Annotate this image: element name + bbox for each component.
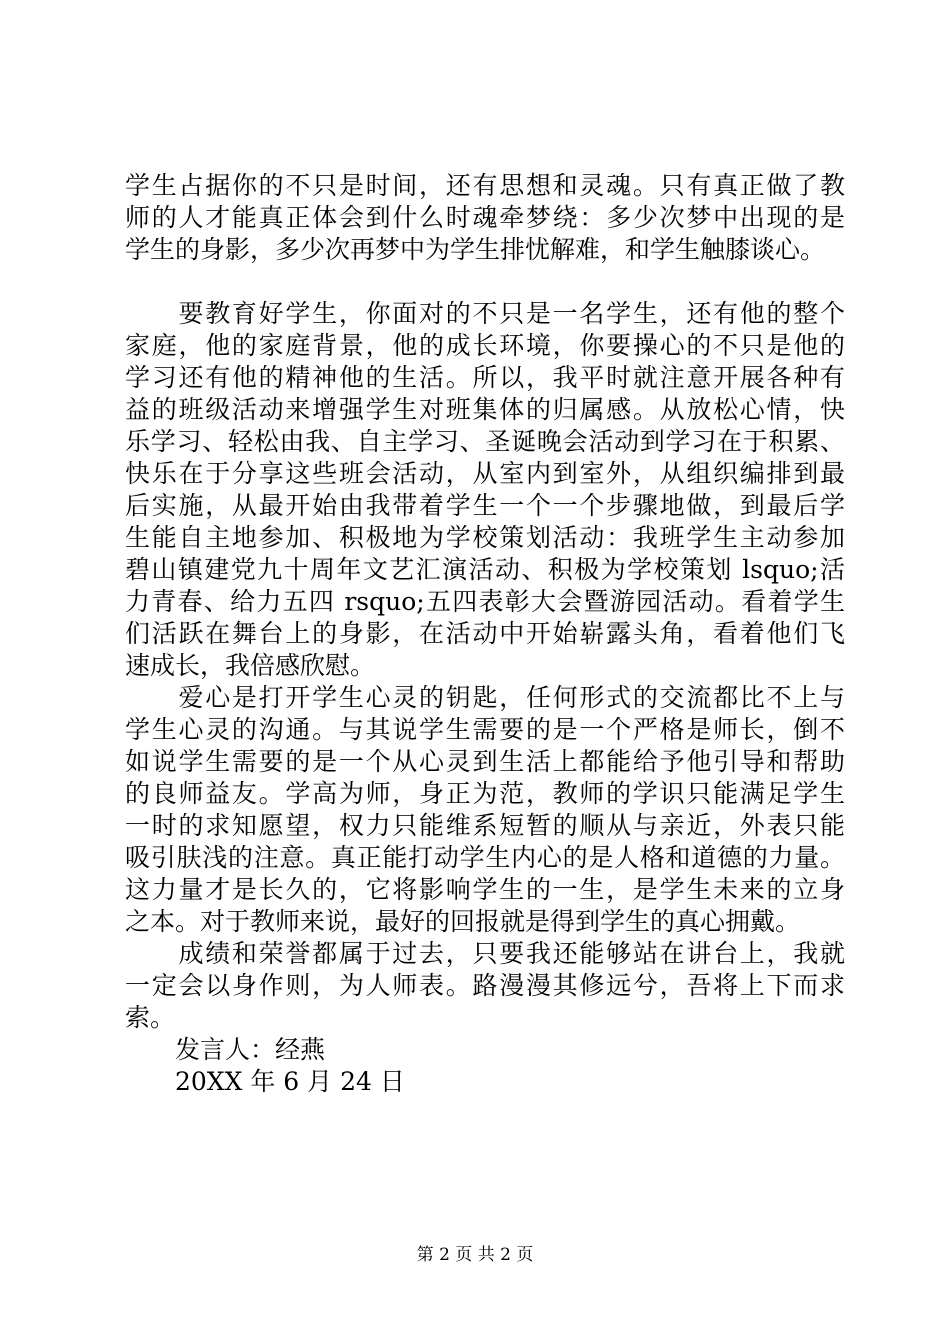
text-line: 速成长，我倍感欣慰。 [125,651,376,680]
paragraph-gap [125,266,845,298]
text-line: 力青春、给力五四 rsquo;五四表彰大会暨游园活动。看着学生 [125,587,845,616]
text-line: 碧山镇建党九十周年文艺汇演活动、积极为学校策划 lsquo;活 [125,555,845,584]
text-line: 要教育好学生，你面对的不只是一名学生，还有他的整个 [125,299,845,328]
text-line: 爱心是打开学生心灵的钥匙，任何形式的交流都比不上与 [125,683,845,712]
text-line: 成绩和荣誉都属于过去，只要我还能够站在讲台上，我就 [125,939,845,968]
text-line: 之本。对于教师来说，最好的回报就是得到学生的真心拥戴。 [125,907,801,936]
text-line: 这力量才是长久的，它将影响学生的一生，是学生未来的立身 [125,875,845,904]
text-line: 后实施，从最开始由我带着学生一个一个步骤地做，到最后学 [125,491,845,520]
text-line: 生能自主地参加、积极地为学校策划活动：我班学生主动参加 [125,523,845,552]
text-line: 益的班级活动来增强学生对班集体的归属感。从放松心情，快 [125,395,845,424]
text-line: 吸引肤浅的注意。真正能打动学生内心的是人格和道德的力量。 [125,843,845,872]
text-line: 一时的求知愿望，权力只能维系短暂的顺从与亲近，外表只能 [125,811,845,840]
text-line: 学生占据你的不只是时间，还有思想和灵魂。只有真正做了教 [125,171,845,200]
text-line: 家庭，他的家庭背景，他的成长环境，你要操心的不只是他的 [125,331,845,360]
text-line: 的良师益友。学高为师，身正为范，教师的学识只能满足学生 [125,779,845,808]
text-line: 学习还有他的精神他的生活。所以，我平时就注意开展各种有 [125,363,845,392]
text-line: 们活跃在舞台上的身影，在活动中开始崭露头角，看着他们飞 [125,619,845,648]
signature-date: 20XX 年 6 月 24 日 [125,1067,405,1096]
speaker-signature: 发言人：经燕 [125,1035,326,1064]
text-line: 快乐在于分享这些班会活动，从室内到室外，从组织编排到最 [125,459,845,488]
text-line: 索。 [125,1003,176,1032]
page-number: 第 2 页 共 2 页 [416,1245,534,1265]
text-line: 一定会以身作则，为人师表。路漫漫其修远兮，吾将上下而求 [125,971,845,1000]
text-line: 学生的身影，多少次再梦中为学生排忧解难，和学生触膝谈心。 [125,235,826,264]
document-body [125,170,845,1098]
page-footer [0,1244,950,1266]
text-line: 学生心灵的沟通。与其说学生需要的是一个严格是师长，倒不 [125,715,845,744]
text-line: 乐学习、轻松由我、自主学习、圣诞晚会活动到学习在于积累、 [125,427,845,456]
text-line: 如说学生需要的是一个从心灵到生活上都能给予他引导和帮助 [125,747,845,776]
text-line: 师的人才能真正体会到什么时魂牵梦绕：多少次梦中出现的是 [125,203,845,232]
